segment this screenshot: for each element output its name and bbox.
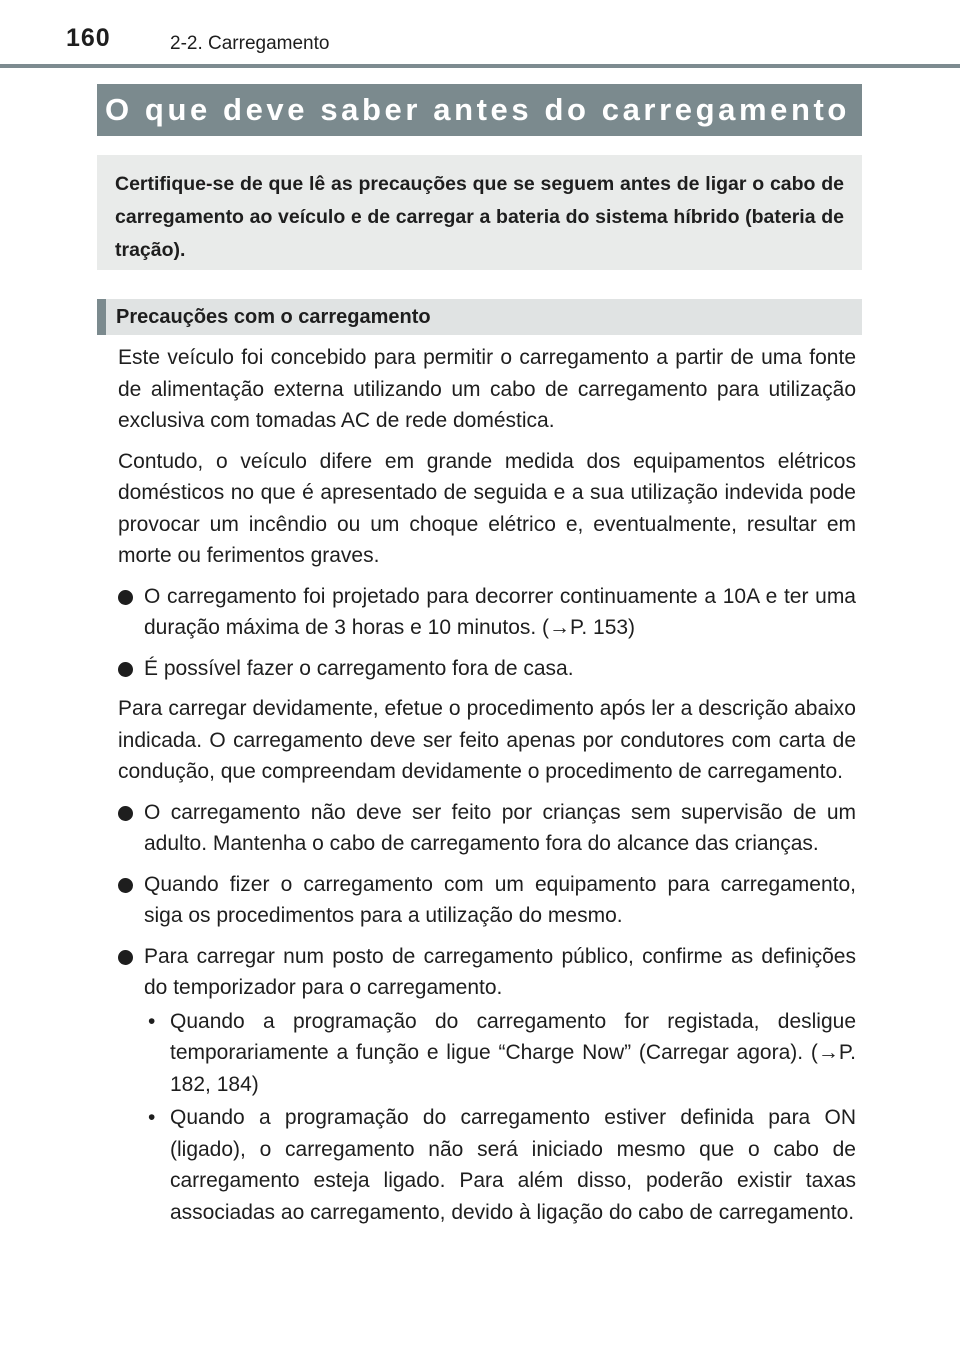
sub-bullet-item: [118, 1006, 856, 1101]
paragraph: Este veículo foi concebido para permitir o carregamento a partir de uma fonte de alimentação externa utilizando um cabo de carregamento para utilização exclusiva com tomadas AC de rede doméstica.: [118, 346, 856, 432]
content: [118, 342, 856, 1230]
bullet-item: [118, 869, 856, 932]
bullet-item: [118, 581, 856, 644]
sub-bullet-text: Quando a programação do carregamento estiver definida para ON (ligado), o carregamento não será iniciado mesmo que o cabo de carregamento esteja ligado. Para além disso, poderão existir taxas associadas ao carregamento, devido à ligação do cabo de carregamento.: [170, 1106, 856, 1224]
bullet-text: O carregamento não deve ser feito por crianças sem supervisão de um adulto. Mantenha o cabo de carregamento fora do alcance das crianças.: [144, 800, 856, 855]
header-rule: [0, 64, 960, 68]
sub-bullet-item: [118, 1102, 856, 1228]
bullet-item: [118, 653, 856, 685]
bullet-item: [118, 797, 856, 860]
sub-bullet-icon: •: [148, 1106, 156, 1129]
sub-heading: Precauções com o carregamento: [97, 299, 862, 335]
sub-bullet-icon: •: [148, 1009, 156, 1033]
bullet-icon: [118, 806, 133, 821]
bullet-text: É possível fazer o carregamento fora de casa.: [144, 656, 574, 680]
paragraph: Contudo, o veículo difere em grande medida dos equipamentos elétricos domésticos no que é apresentado de seguida e a sua utilização indevida pode provocar um incêndio ou um choque elétrico e, eventualmente, resultar em morte ou ferimentos graves.: [118, 449, 856, 567]
section-label: 2-2. Carregamento: [170, 33, 330, 54]
page-number: 160: [66, 24, 111, 52]
intro-box: Certifique-se de que lê as precauções que se seguem antes de ligar o cabo de carregamento ao veículo e de carregar a bateria do sistema híbrido (bateria de tração).: [97, 155, 862, 270]
bullet-text: O carregamento foi projetado para decorrer continuamente a 10A e ter uma duração máxima de 3 horas e 10 minutos. (→P. 153): [144, 584, 856, 639]
sub-bullet-text: Quando a programação do carregamento for registada, desligue temporariamente a função e ligue “Charge Now” (Carregar agora). (→P. 182, 184): [170, 1009, 856, 1096]
bullet-text: Para carregar num posto de carregamento público, confirme as definições do temporizador para o carregamento.: [144, 944, 856, 999]
bullet-text: Quando fizer o carregamento com um equipamento para carregamento, siga os procedimentos para a utilização do mesmo.: [144, 872, 856, 927]
bullet-icon: [118, 662, 133, 677]
bullet-icon: [118, 950, 133, 965]
bullet-item: [118, 941, 856, 1004]
page-title: O que deve saber antes do carregamento: [97, 84, 862, 136]
paragraph: Para carregar devidamente, efetue o procedimento após ler a descrição abaixo indicada. O carregamento deve ser feito apenas por condutores com carta de condução, que compreendam devidamente o procedimento de carregamento.: [118, 697, 856, 783]
bullet-icon: [118, 878, 133, 893]
bullet-icon: [118, 590, 133, 605]
